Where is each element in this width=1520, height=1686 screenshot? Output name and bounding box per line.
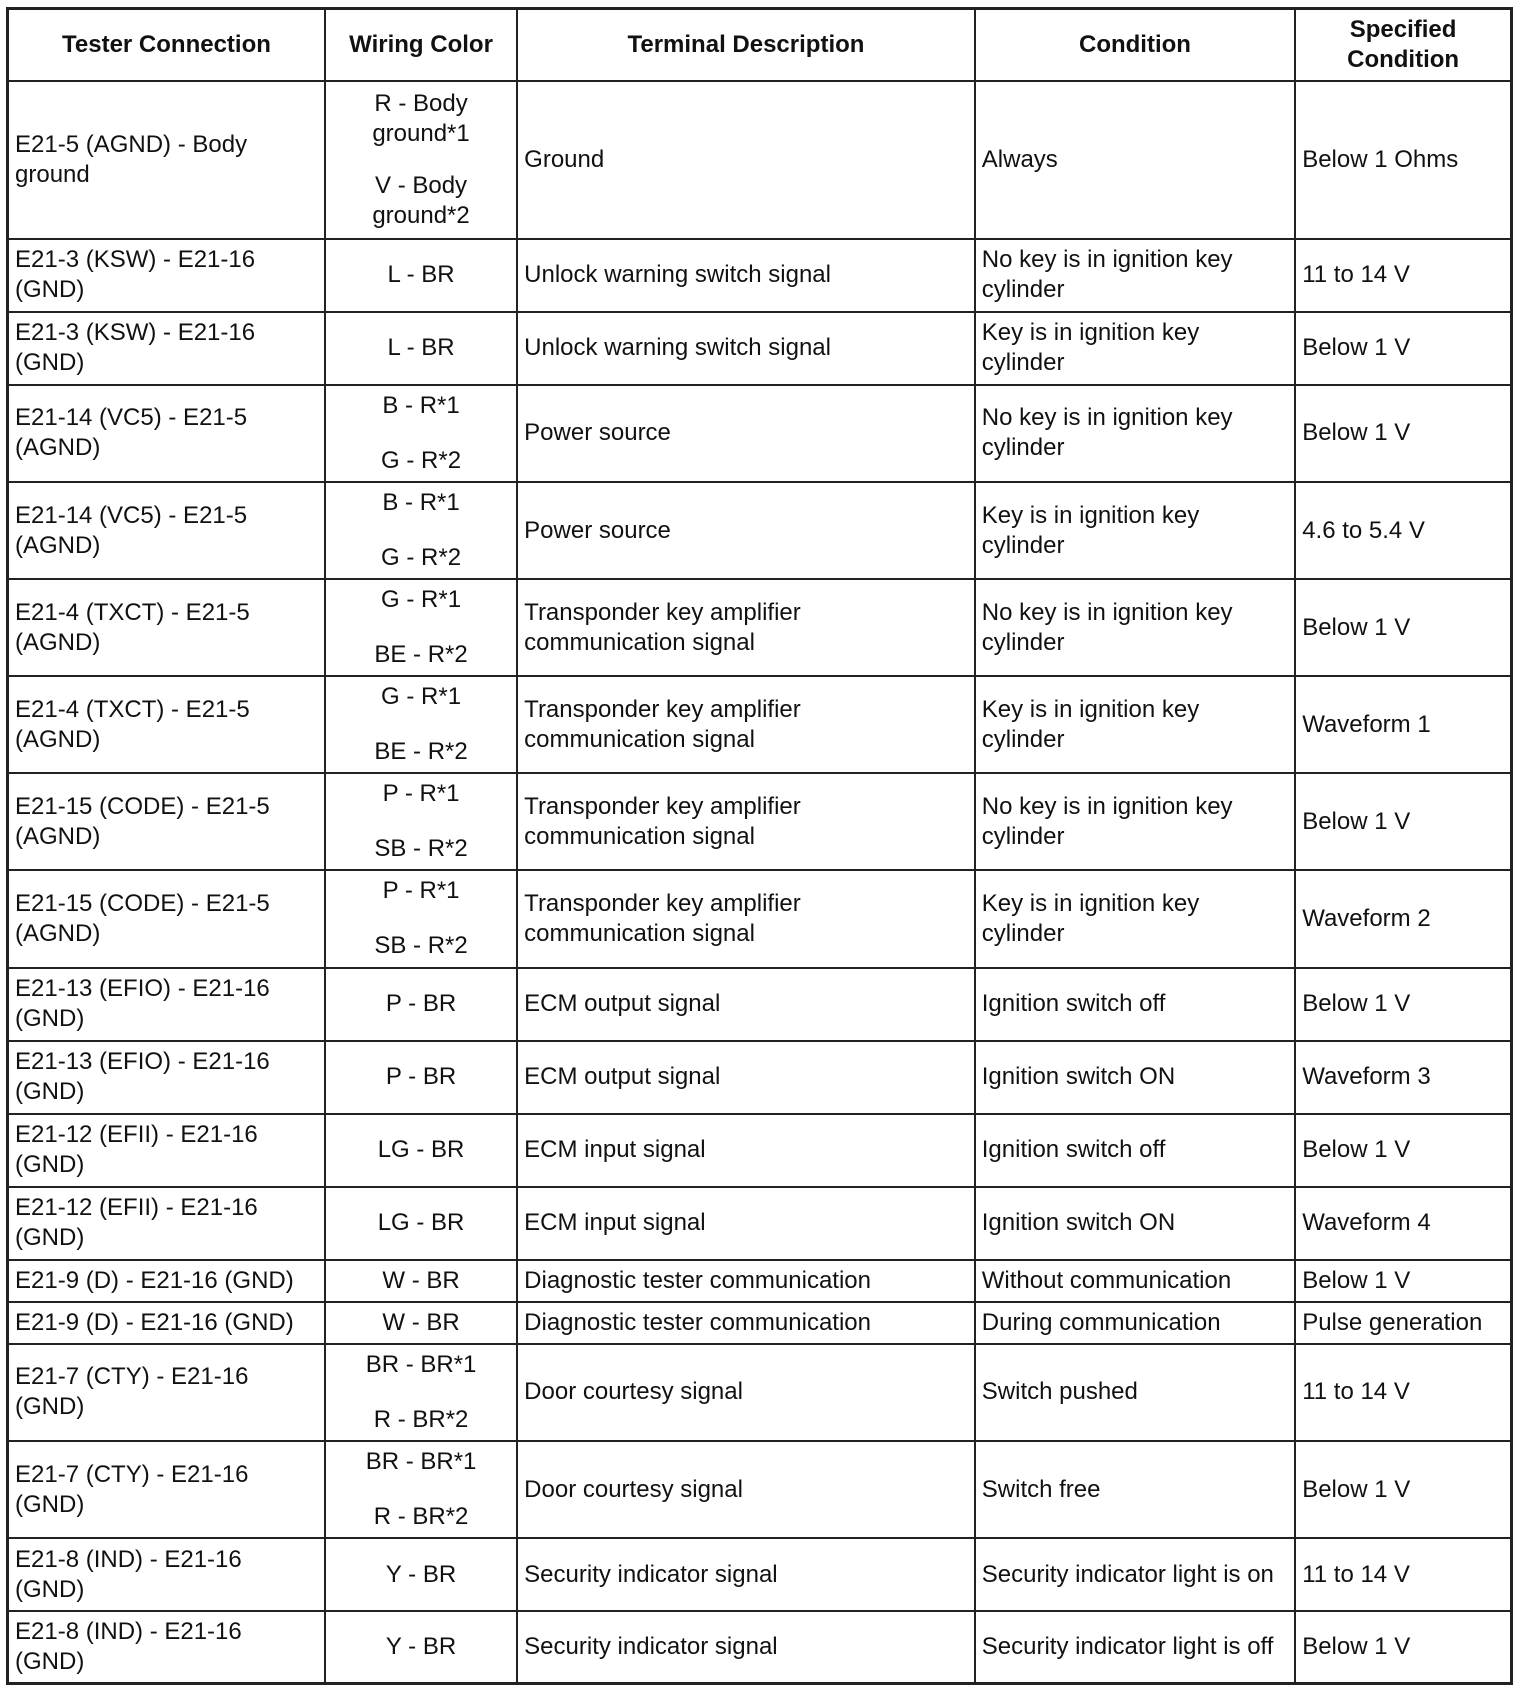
wiring-color-cell: BR - BR*1 R - BR*2: [325, 1441, 517, 1538]
table-row: [8, 1302, 1512, 1344]
condition-cell: Security indicator light is off: [975, 1611, 1295, 1683]
terminal-description-cell: Diagnostic tester communication: [517, 1260, 975, 1302]
tester-connection-cell: E21-7 (CTY) - E21-16 (GND): [8, 1441, 325, 1538]
header-tester-connection: Tester Connection: [8, 9, 325, 81]
condition-cell: No key is in ignition key cylinder: [975, 385, 1295, 482]
tester-connection-cell: E21-4 (TXCT) - E21-5 (AGND): [8, 676, 325, 773]
wiring-color-cell: G - R*1 BE - R*2: [325, 579, 517, 676]
terminal-description-cell: Security indicator signal: [517, 1611, 975, 1683]
specified-condition-cell: 11 to 14 V: [1295, 1538, 1511, 1611]
table-row: [8, 1441, 1512, 1538]
condition-cell: Security indicator light is on: [975, 1538, 1295, 1611]
tester-connection-cell: E21-9 (D) - E21-16 (GND): [8, 1302, 325, 1344]
tester-connection-cell: E21-13 (EFIO) - E21-16 (GND): [8, 968, 325, 1041]
terminal-description-cell: Transponder key amplifier communication signal: [517, 579, 975, 676]
specified-condition-cell: Waveform 1: [1295, 676, 1511, 773]
table-row: [8, 773, 1512, 870]
tester-connection-cell: E21-7 (CTY) - E21-16 (GND): [8, 1344, 325, 1441]
condition-cell: Key is in ignition key cylinder: [975, 312, 1295, 385]
specified-condition-cell: Below 1 Ohms: [1295, 81, 1511, 239]
table-row: [8, 1538, 1512, 1611]
wiring-color-cell: P - BR: [325, 1041, 517, 1114]
wiring-color-cell: L - BR: [325, 239, 517, 312]
header-wiring-color: Wiring Color: [325, 9, 517, 81]
condition-cell: No key is in ignition key cylinder: [975, 773, 1295, 870]
tester-connection-cell: E21-14 (VC5) - E21-5 (AGND): [8, 482, 325, 579]
tester-connection-cell: E21-14 (VC5) - E21-5 (AGND): [8, 385, 325, 482]
wiring-color-cell: BR - BR*1 R - BR*2: [325, 1344, 517, 1441]
table-header-row: [8, 9, 1512, 81]
table-row: [8, 1041, 1512, 1114]
wiring-color-cell: B - R*1 G - R*2: [325, 482, 517, 579]
terminal-description-cell: Power source: [517, 385, 975, 482]
specified-condition-cell: 11 to 14 V: [1295, 1344, 1511, 1441]
wiring-color-cell: L - BR: [325, 312, 517, 385]
condition-cell: During communication: [975, 1302, 1295, 1344]
wiring-color-cell: R - Body ground*1 V - Body ground*2: [325, 81, 517, 239]
specified-condition-cell: 11 to 14 V: [1295, 239, 1511, 312]
condition-cell: Switch pushed: [975, 1344, 1295, 1441]
table-row: [8, 312, 1512, 385]
tester-connection-cell: E21-15 (CODE) - E21-5 (AGND): [8, 870, 325, 967]
table-row: [8, 1187, 1512, 1260]
condition-cell: Ignition switch ON: [975, 1041, 1295, 1114]
wiring-color-cell: W - BR: [325, 1260, 517, 1302]
table-row: [8, 676, 1512, 773]
tester-connection-cell: E21-4 (TXCT) - E21-5 (AGND): [8, 579, 325, 676]
wiring-color-cell: Y - BR: [325, 1611, 517, 1683]
terminal-description-cell: Transponder key amplifier communication signal: [517, 676, 975, 773]
terminal-description-cell: ECM input signal: [517, 1114, 975, 1187]
table-row: [8, 239, 1512, 312]
tester-connection-cell: E21-8 (IND) - E21-16 (GND): [8, 1538, 325, 1611]
condition-cell: Always: [975, 81, 1295, 239]
wiring-color-cell: LG - BR: [325, 1114, 517, 1187]
wiring-color-cell: LG - BR: [325, 1187, 517, 1260]
table-row: [8, 1260, 1512, 1302]
header-terminal-description: Terminal Description: [517, 9, 975, 81]
wiring-color-cell: W - BR: [325, 1302, 517, 1344]
specified-condition-cell: Pulse generation: [1295, 1302, 1511, 1344]
tester-connection-cell: E21-5 (AGND) - Body ground: [8, 81, 325, 239]
condition-cell: No key is in ignition key cylinder: [975, 579, 1295, 676]
wiring-color-cell: P - R*1 SB - R*2: [325, 773, 517, 870]
tester-connection-cell: E21-12 (EFII) - E21-16 (GND): [8, 1187, 325, 1260]
terminal-description-cell: Power source: [517, 482, 975, 579]
terminal-spec-table: [6, 7, 1513, 1685]
specified-condition-cell: Waveform 4: [1295, 1187, 1511, 1260]
terminal-description-cell: Door courtesy signal: [517, 1441, 975, 1538]
tester-connection-cell: E21-13 (EFIO) - E21-16 (GND): [8, 1041, 325, 1114]
wiring-color-cell: P - R*1 SB - R*2: [325, 870, 517, 967]
table-row: [8, 579, 1512, 676]
tester-connection-cell: E21-12 (EFII) - E21-16 (GND): [8, 1114, 325, 1187]
specified-condition-cell: Below 1 V: [1295, 385, 1511, 482]
specified-condition-cell: Waveform 3: [1295, 1041, 1511, 1114]
condition-cell: Ignition switch ON: [975, 1187, 1295, 1260]
tester-connection-cell: E21-8 (IND) - E21-16 (GND): [8, 1611, 325, 1683]
table-row: [8, 968, 1512, 1041]
condition-cell: Switch free: [975, 1441, 1295, 1538]
tester-connection-cell: E21-15 (CODE) - E21-5 (AGND): [8, 773, 325, 870]
table-row: [8, 1114, 1512, 1187]
condition-cell: Key is in ignition key cylinder: [975, 482, 1295, 579]
terminal-description-cell: ECM output signal: [517, 1041, 975, 1114]
specified-condition-cell: Below 1 V: [1295, 312, 1511, 385]
header-condition: Condition: [975, 9, 1295, 81]
specified-condition-cell: Below 1 V: [1295, 1114, 1511, 1187]
specified-condition-cell: Below 1 V: [1295, 579, 1511, 676]
wiring-color-cell: Y - BR: [325, 1538, 517, 1611]
condition-cell: Key is in ignition key cylinder: [975, 676, 1295, 773]
terminal-description-cell: Unlock warning switch signal: [517, 312, 975, 385]
wiring-color-cell: B - R*1 G - R*2: [325, 385, 517, 482]
terminal-description-cell: ECM output signal: [517, 968, 975, 1041]
condition-cell: Key is in ignition key cylinder: [975, 870, 1295, 967]
table-row: [8, 870, 1512, 967]
wiring-color-cell: G - R*1 BE - R*2: [325, 676, 517, 773]
terminal-description-cell: Unlock warning switch signal: [517, 239, 975, 312]
tester-connection-cell: E21-3 (KSW) - E21-16 (GND): [8, 312, 325, 385]
specified-condition-cell: Waveform 2: [1295, 870, 1511, 967]
header-specified-condition: Specified Condition: [1295, 9, 1511, 81]
table-row: [8, 81, 1512, 239]
terminal-description-cell: Transponder key amplifier communication signal: [517, 773, 975, 870]
condition-cell: No key is in ignition key cylinder: [975, 239, 1295, 312]
specified-condition-cell: Below 1 V: [1295, 968, 1511, 1041]
table-row: [8, 1611, 1512, 1683]
specified-condition-cell: 4.6 to 5.4 V: [1295, 482, 1511, 579]
tester-connection-cell: E21-9 (D) - E21-16 (GND): [8, 1260, 325, 1302]
table-row: [8, 385, 1512, 482]
terminal-description-cell: Ground: [517, 81, 975, 239]
condition-cell: Ignition switch off: [975, 1114, 1295, 1187]
table-row: [8, 482, 1512, 579]
terminal-description-cell: ECM input signal: [517, 1187, 975, 1260]
condition-cell: Ignition switch off: [975, 968, 1295, 1041]
specified-condition-cell: Below 1 V: [1295, 1260, 1511, 1302]
terminal-description-cell: Security indicator signal: [517, 1538, 975, 1611]
specified-condition-cell: Below 1 V: [1295, 1611, 1511, 1683]
terminal-description-cell: Diagnostic tester communication: [517, 1302, 975, 1344]
condition-cell: Without communication: [975, 1260, 1295, 1302]
terminal-description-cell: Door courtesy signal: [517, 1344, 975, 1441]
specified-condition-cell: Below 1 V: [1295, 1441, 1511, 1538]
tester-connection-cell: E21-3 (KSW) - E21-16 (GND): [8, 239, 325, 312]
wiring-color-cell: P - BR: [325, 968, 517, 1041]
table-row: [8, 1344, 1512, 1441]
terminal-description-cell: Transponder key amplifier communication signal: [517, 870, 975, 967]
specified-condition-cell: Below 1 V: [1295, 773, 1511, 870]
